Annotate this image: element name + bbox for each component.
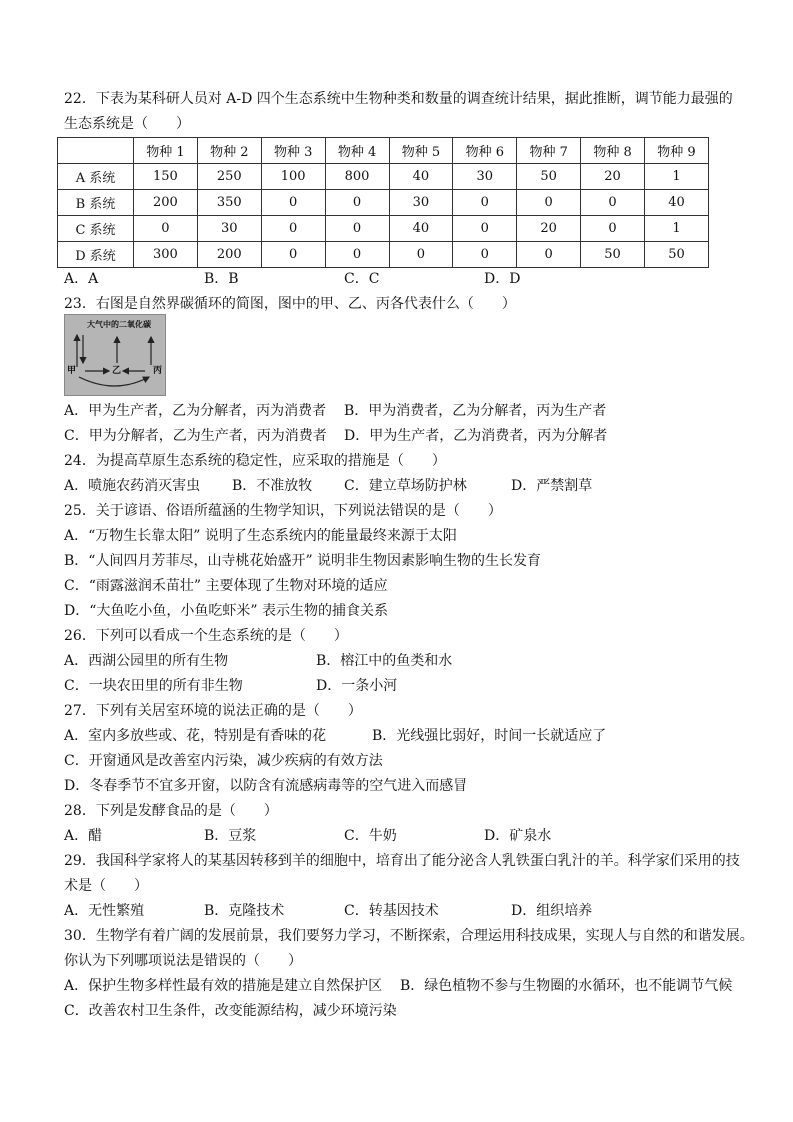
table-cell: 200: [197, 242, 261, 268]
diagram-label-bing: 丙: [153, 366, 163, 376]
q30-option-b[interactable]: B．绿色植物不参与生物圈的水循环，也不能调节气候: [400, 978, 733, 994]
table-row: [58, 190, 709, 216]
table-cell: 50: [517, 164, 581, 190]
q28-stem: 28．下列是发酵食品的是（ ）: [64, 803, 278, 819]
table-header-cell: 物种 1: [134, 138, 198, 164]
q30-option-a[interactable]: A．保护生物多样性最有效的措施是建立自然保护区: [64, 978, 383, 994]
table-cell: 0: [453, 216, 517, 242]
table-cell: 350: [197, 190, 261, 216]
table-cell: 30: [389, 190, 453, 216]
q29-stem-line2: 术是（ ）: [64, 878, 148, 894]
q22-stem-line1: 22．下表为某科研人员对 A-D 四个生态系统中生物种类和数量的调查统计结果，据此推断，调节能力最强的: [64, 91, 733, 107]
table-row: [58, 164, 709, 190]
table-header-cell: 物种 8: [581, 138, 645, 164]
q22-stem-line2: 生态系统是（ ）: [64, 116, 190, 132]
diagram-label-yi: 乙: [112, 366, 122, 376]
table-cell: 0: [581, 190, 645, 216]
q22-option-a[interactable]: A．A: [64, 271, 99, 287]
q26-option-a[interactable]: A．西湖公园里的所有生物: [64, 653, 229, 669]
q23-option-c[interactable]: C．甲为分解者，乙为生产者，丙为消费者: [64, 428, 327, 444]
table-cell: 30: [453, 164, 517, 190]
table-cell: 30: [197, 216, 261, 242]
table-cell: 200: [134, 190, 198, 216]
table-cell: 0: [453, 190, 517, 216]
q29-option-d[interactable]: D．组织培养: [511, 903, 593, 919]
q24-option-c[interactable]: C．建立草场防护林: [344, 478, 467, 494]
table-cell: 100: [261, 164, 325, 190]
q26-option-b[interactable]: B．榕江中的鱼类和水: [316, 653, 453, 669]
q25-option-b[interactable]: B．“人间四月芳菲尽，山寺桃花始盛开” 说明非生物因素影响生物的生长发育: [64, 553, 542, 569]
table-cell: 20: [581, 164, 645, 190]
q30-stem-line1: 30．生物学有着广阔的发展前景，我们要努力学习，不断探索，合理运用科技成果，实现人与自然的和谐发展。: [64, 928, 754, 944]
table-cell: B 系统: [58, 190, 134, 216]
q24-option-d[interactable]: D．严禁割草: [511, 478, 593, 494]
table-cell: A 系统: [58, 164, 134, 190]
q26-stem: 26．下列可以看成一个生态系统的是（ ）: [64, 628, 348, 644]
q22-option-b[interactable]: B．B: [204, 271, 239, 287]
q29-option-c[interactable]: C．转基因技术: [344, 903, 439, 919]
table-cell: 0: [453, 242, 517, 268]
table-cell: 40: [645, 190, 709, 216]
table-row: [58, 216, 709, 242]
table-cell: 0: [389, 242, 453, 268]
diagram-label-jia: 甲: [67, 366, 77, 376]
q30-option-c[interactable]: C．改善农村卫生条件，改变能源结构，减少环境污染: [64, 1003, 397, 1019]
table-cell: 40: [389, 216, 453, 242]
table-header-cell: 物种 9: [645, 138, 709, 164]
q27-option-a[interactable]: A．室内多放些或、花，特别是有香味的花: [64, 728, 327, 744]
table-cell: 0: [517, 190, 581, 216]
table-cell: 0: [517, 242, 581, 268]
table-cell: 20: [517, 216, 581, 242]
table-cell: 300: [134, 242, 198, 268]
table-header-cell: 物种 7: [517, 138, 581, 164]
carbon-cycle-diagram: [64, 314, 166, 396]
table-cell: 250: [197, 164, 261, 190]
q28-option-d[interactable]: D．矿泉水: [484, 828, 552, 844]
q25-option-d[interactable]: D．“大鱼吃小鱼，小鱼吃虾米” 表示生物的捕食关系: [64, 603, 388, 619]
q26-option-d[interactable]: D．一条小河: [316, 678, 398, 694]
q23-option-a[interactable]: A．甲为生产者，乙为分解者，丙为消费者: [64, 403, 327, 419]
table-header-cell: 物种 6: [453, 138, 517, 164]
q22-option-c[interactable]: C．C: [344, 271, 380, 287]
table-header-row: [58, 138, 709, 164]
q28-option-b[interactable]: B．豆浆: [204, 828, 257, 844]
table-cell: 0: [325, 242, 389, 268]
q29-option-b[interactable]: B．克隆技术: [204, 903, 285, 919]
q24-option-b[interactable]: B．不准放牧: [232, 478, 313, 494]
table-cell: C 系统: [58, 216, 134, 242]
table-cell: 150: [134, 164, 198, 190]
table-cell: 800: [325, 164, 389, 190]
q28-option-a[interactable]: A．醋: [64, 828, 103, 844]
q27-option-b[interactable]: B．光线强比弱好，时间一长就适应了: [372, 728, 607, 744]
q27-stem: 27．下列有关居室环境的说法正确的是（ ）: [64, 703, 362, 719]
q25-option-c[interactable]: C．“雨露滋润禾苗壮” 主要体现了生物对环境的适应: [64, 578, 388, 594]
table-cell: 0: [325, 190, 389, 216]
table-header-cell: [58, 138, 134, 164]
species-survey-table: [57, 137, 709, 268]
table-row: [58, 242, 709, 268]
table-header-cell: 物种 3: [261, 138, 325, 164]
table-cell: 0: [261, 190, 325, 216]
q23-option-d[interactable]: D．甲为生产者，乙为消费者，丙为分解者: [344, 428, 608, 444]
q29-stem-line1: 29．我国科学家将人的某基因转移到羊的细胞中，培育出了能分泌含人乳铁蛋白乳汁的羊。科学家们采用的技: [64, 853, 740, 869]
table-cell: 0: [325, 216, 389, 242]
q23-stem: 23．右图是自然界碳循环的简图，图中的甲、乙、丙各代表什么（ ）: [64, 296, 516, 312]
table-header-cell: 物种 4: [325, 138, 389, 164]
table-cell: 1: [645, 216, 709, 242]
table-cell: D 系统: [58, 242, 134, 268]
diagram-label-co2: 大气中的二氧化碳: [87, 319, 151, 329]
table-header-cell: 物种 2: [197, 138, 261, 164]
table-cell: 0: [134, 216, 198, 242]
q26-option-c[interactable]: C．一块农田里的所有非生物: [64, 678, 243, 694]
q30-stem-line2: 你认为下列哪项说法是错误的（ ）: [64, 953, 302, 969]
table-cell: 0: [261, 216, 325, 242]
table-cell: 1: [645, 164, 709, 190]
q27-option-c[interactable]: C．开窗通风是改善室内污染，减少疾病的有效方法: [64, 753, 383, 769]
q29-option-a[interactable]: A．无性繁殖: [64, 903, 145, 919]
q27-option-d[interactable]: D．冬春季节不宜多开窗，以防含有流感病毒等的空气进入而感冒: [64, 778, 468, 794]
table-cell: 0: [261, 242, 325, 268]
table-header-cell: 物种 5: [389, 138, 453, 164]
table-cell: 50: [581, 242, 645, 268]
q25-option-a[interactable]: A．“万物生长靠太阳” 说明了生态系统内的能量最终来源于太阳: [64, 528, 457, 544]
q24-option-a[interactable]: A．喷施农药消灭害虫: [64, 478, 201, 494]
q25-stem: 25．关于谚语、俗语所蕴涵的生物学知识，下列说法错误的是（ ）: [64, 503, 502, 519]
table-cell: 50: [645, 242, 709, 268]
q24-stem: 24．为提高草原生态系统的稳定性，应采取的措施是（ ）: [64, 453, 446, 469]
q28-option-c[interactable]: C．牛奶: [344, 828, 397, 844]
table-cell: 40: [389, 164, 453, 190]
table-cell: 0: [581, 216, 645, 242]
q23-option-b[interactable]: B．甲为消费者，乙为分解者，丙为生产者: [344, 403, 607, 419]
q22-option-d[interactable]: D．D: [484, 271, 521, 287]
